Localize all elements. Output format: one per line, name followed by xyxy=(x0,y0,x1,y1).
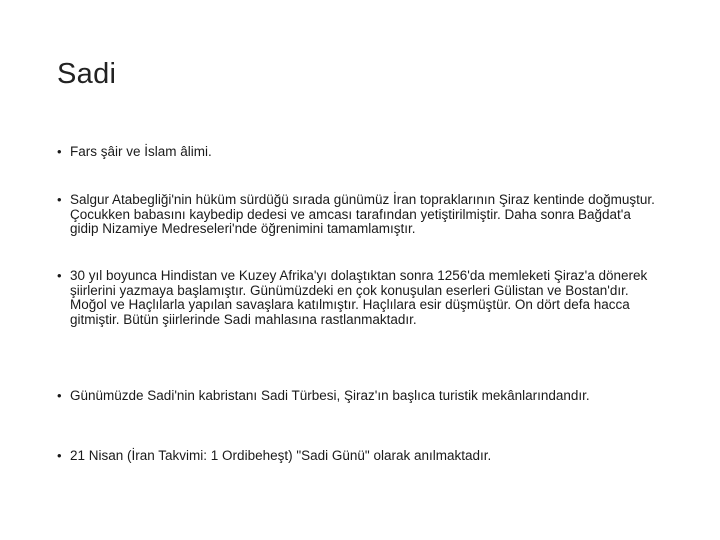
bullet-item xyxy=(57,193,657,237)
bullet-item xyxy=(57,449,657,464)
bullet-text: Günümüzde Sadi'nin kabristanı Sadi Türbesi, Şiraz'ın başlıca turistik mekânlarındandır. xyxy=(70,388,590,403)
bullet-text: Fars şâir ve İslam âlimi. xyxy=(70,144,212,159)
bullet-icon: • xyxy=(57,388,62,403)
bullet-icon: • xyxy=(57,448,62,463)
slide-title: Sadi xyxy=(57,58,117,90)
bullet-item xyxy=(57,269,657,327)
bullet-item xyxy=(57,145,657,160)
bullet-icon: • xyxy=(57,144,62,159)
bullet-icon: • xyxy=(57,192,62,207)
bullet-item xyxy=(57,389,657,404)
bullet-text: 30 yıl boyunca Hindistan ve Kuzey Afrika'yı dolaştıktan sonra 1256'da memleketi Şiraz'a dönerek şiirlerini yazmaya başlamıştır. Günümüzdeki en çok konuşulan eserleri Gülistan ve Bostan'dır. Moğol ve Haçlılarla yapılan savaşlara katılmıştır. Haçlılara esir düşmüştür. On dört defa hacca gitmiştir. Bütün şiirlerinde Sadi mahlasına rastlanmaktadır. xyxy=(70,268,648,327)
bullet-text: 21 Nisan (İran Takvimi: 1 Ordibeheşt) "Sadi Günü" olarak anılmaktadır. xyxy=(70,448,492,463)
bullet-text: Salgur Atabegliği'nin hüküm sürdüğü sırada günümüz İran topraklarının Şiraz kentinde doğmuştur. Çocukken babasını kaybedip dedesi ve amcası tarafından yetiştirilmiştir. Daha sonra Bağdat'a gidip Nizamiye Medreseleri'nde öğrenimini tamamlamıştır. xyxy=(70,192,655,236)
bullet-icon: • xyxy=(57,268,62,283)
